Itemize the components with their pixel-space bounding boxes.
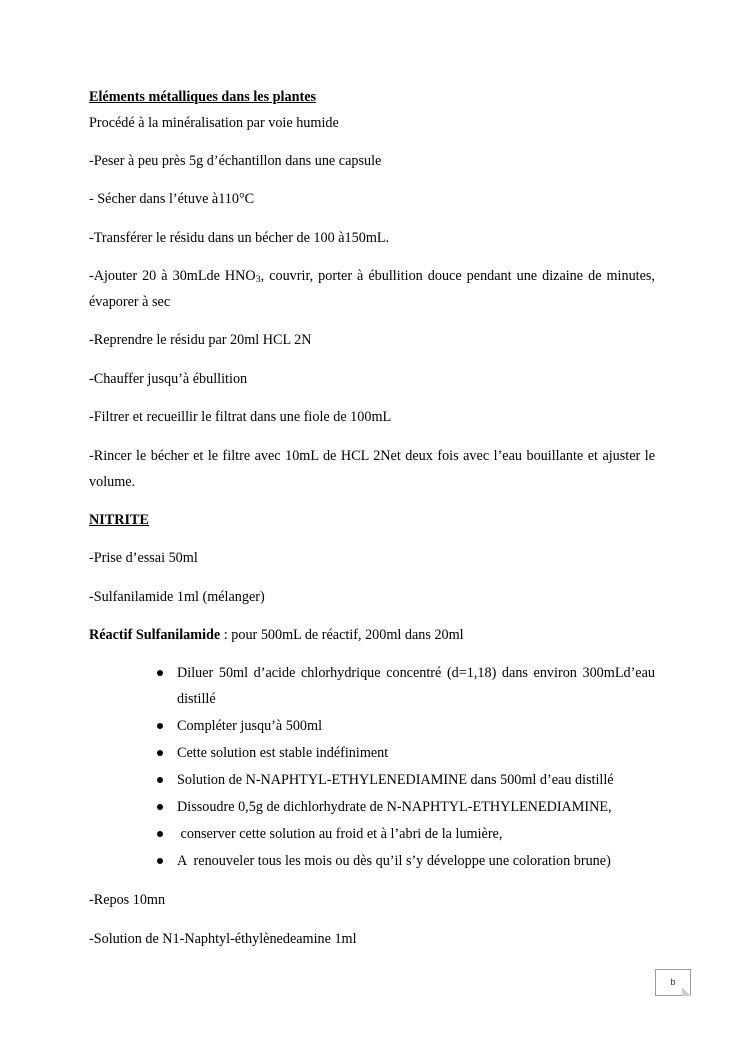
list-item-text: Solution de N-NAPHTYL-ETHYLENEDIAMINE dans 500ml d’eau distillé [177,772,614,788]
bullet-icon [157,670,163,676]
section-title-nitrite: NITRITE [89,512,149,528]
step-line: -Repos 10mn [89,892,166,908]
step-line: -Prise d’essai 50ml [89,550,198,566]
step-line: -Filtrer et recueillir le filtrat dans une fiole de 100mL [89,409,392,425]
list-item [150,821,655,847]
list-item-text: Compléter jusqu’à 500ml [177,718,323,734]
subscript: 3 [255,274,261,285]
step-line: -Reprendre le résidu par 20ml HCL 2N [89,332,312,348]
paragraph: Procédé à la minéralisation par voie humide [89,115,339,131]
bullet-icon [157,804,163,810]
list-item-text: Diluer 50ml d’acide chlorhydrique concentré (d=1,18) dans environ 300mLd’eau distillé [177,665,655,707]
list-item [150,713,655,739]
step-line: -Rincer le bécher et le filtre avec 10mL de HCL 2Net deux fois avec l’eau bouillante et ajuster le volume. [89,448,655,490]
page-number: b [670,977,676,987]
list-item-text: A renouveler tous les mois ou dès qu’il s’y développe une coloration brune) [177,853,611,869]
reagent-detail: : pour 500mL de réactif, 200ml dans 20ml [220,627,464,643]
step-text: , couvrir, porter à ébullition douce pendant une dizaine de minutes, évaporer à sec [89,268,655,310]
section-title-metals: Eléments métalliques dans les plantes [89,89,317,105]
bullet-icon [157,831,163,837]
list-item-text: Cette solution est stable indéfiniment [177,745,389,761]
step-line: -Solution de N1-Naphtyl-éthylènedeamine 1ml [89,931,357,947]
reagent-bullet-list [150,660,655,875]
step-line-hno3 [89,263,655,315]
list-item-text: Dissoudre 0,5g de dichlorhydrate de N-NAPHTYL-ETHYLENEDIAMINE, [177,799,612,815]
step-line: -Chauffer jusqu’à ébullition [89,371,248,387]
step-text: -Ajouter 20 à 30mLde HNO [89,268,256,284]
bullet-icon [157,750,163,756]
page-number-box [655,969,691,996]
page-curl-icon [682,987,691,996]
list-item [150,660,655,712]
list-item [150,767,655,793]
step-line: -Sulfanilamide 1ml (mélanger) [89,589,265,605]
list-item-text: conserver cette solution au froid et à l’abri de la lumière, [177,826,503,842]
step-line: - Sécher dans l’étuve à110°C [89,191,255,207]
bullet-icon [157,858,163,864]
list-item [150,848,655,874]
step-line: -Peser à peu près 5g d’échantillon dans une capsule [89,153,382,169]
reagent-name: Réactif Sulfanilamide [89,627,221,643]
list-item [150,794,655,820]
step-line: -Transférer le résidu dans un bécher de 100 à150mL. [89,230,390,246]
bullet-icon [157,723,163,729]
list-item [150,740,655,766]
bullet-icon [157,777,163,783]
reagent-line [89,622,655,648]
